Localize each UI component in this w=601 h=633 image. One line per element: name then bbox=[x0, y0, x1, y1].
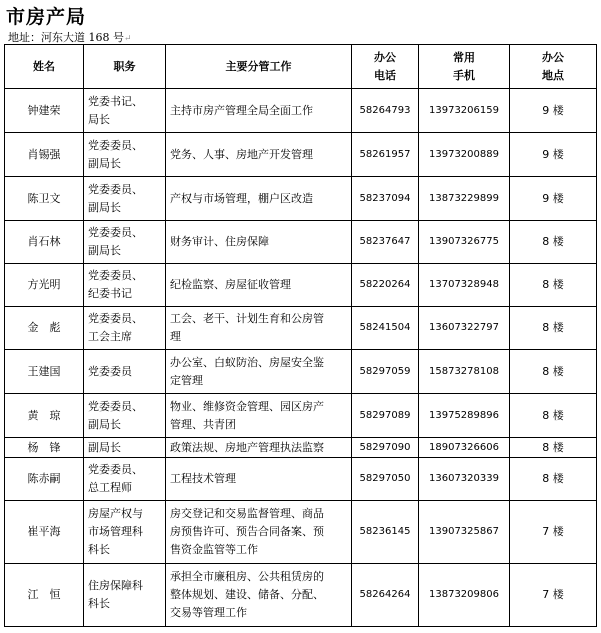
header-position: 职务 bbox=[84, 45, 166, 89]
table-row bbox=[5, 307, 597, 350]
cell-mobile: 13975289896 bbox=[419, 394, 510, 438]
header-name: 姓名 bbox=[5, 45, 84, 89]
cell-location: 8 楼 bbox=[510, 307, 597, 350]
cell-office-phone: 58237647 bbox=[352, 221, 419, 264]
cell-duties: 办公室、白蚁防治、房屋安全鉴 定管理 bbox=[166, 350, 352, 394]
cell-office-phone: 58297059 bbox=[352, 350, 419, 394]
cell-office-phone: 58264793 bbox=[352, 89, 419, 133]
header-mobile: 常用 手机 bbox=[419, 45, 510, 89]
header-duties: 主要分管工作 bbox=[166, 45, 352, 89]
cell-office-phone: 58261957 bbox=[352, 133, 419, 177]
cell-name: 肖石林 bbox=[5, 221, 84, 264]
cell-mobile: 18907326606 bbox=[419, 438, 510, 458]
cell-duties: 党务、人事、房地产开发管理 bbox=[166, 133, 352, 177]
address-line bbox=[8, 29, 132, 45]
cell-name: 肖锡强 bbox=[5, 133, 84, 177]
cell-position: 党委委员、 工会主席 bbox=[84, 307, 166, 350]
table-row bbox=[5, 133, 597, 177]
cell-name: 陈卫文 bbox=[5, 177, 84, 221]
cell-position: 房屋产权与 市场管理科 科长 bbox=[84, 501, 166, 564]
cell-position: 党委委员、 副局长 bbox=[84, 221, 166, 264]
cell-name: 钟建荣 bbox=[5, 89, 84, 133]
cell-name: 陈赤嗣 bbox=[5, 458, 84, 501]
contact-table bbox=[4, 44, 597, 627]
cell-mobile: 13907325867 bbox=[419, 501, 510, 564]
table-row bbox=[5, 350, 597, 394]
cell-location: 8 楼 bbox=[510, 221, 597, 264]
cell-office-phone: 58297089 bbox=[352, 394, 419, 438]
table-row bbox=[5, 501, 597, 564]
cell-duties: 财务审计、住房保障 bbox=[166, 221, 352, 264]
cell-name: 金 彪 bbox=[5, 307, 84, 350]
cell-mobile: 13873209806 bbox=[419, 564, 510, 627]
cell-duties: 工会、老干、计划生育和公房管 理 bbox=[166, 307, 352, 350]
table-row bbox=[5, 221, 597, 264]
cell-mobile: 13973200889 bbox=[419, 133, 510, 177]
cell-mobile: 15873278108 bbox=[419, 350, 510, 394]
cell-duties: 产权与市场管理，棚户区改造 bbox=[166, 177, 352, 221]
cell-location: 7 楼 bbox=[510, 564, 597, 627]
cell-position: 副局长 bbox=[84, 438, 166, 458]
header-location: 办公 地点 bbox=[510, 45, 597, 89]
cell-name: 黄 琼 bbox=[5, 394, 84, 438]
cell-mobile: 13707328948 bbox=[419, 264, 510, 307]
cell-duties: 政策法规、房地产管理执法监察 bbox=[166, 438, 352, 458]
table-row bbox=[5, 438, 597, 458]
cell-position: 党委委员、 副局长 bbox=[84, 177, 166, 221]
table-row bbox=[5, 394, 597, 438]
table-row bbox=[5, 264, 597, 307]
cell-mobile: 13607322797 bbox=[419, 307, 510, 350]
cell-position: 党委委员、 纪委书记 bbox=[84, 264, 166, 307]
cell-duties: 纪检监察、房屋征收管理 bbox=[166, 264, 352, 307]
cell-mobile: 13973206159 bbox=[419, 89, 510, 133]
cell-location: 8 楼 bbox=[510, 350, 597, 394]
cell-duties: 房交登记和交易监督管理、商品 房预售许可、预告合同备案、预 售资金监管等工作 bbox=[166, 501, 352, 564]
cell-duties: 物业、维修资金管理、园区房产 管理、共青团 bbox=[166, 394, 352, 438]
cell-duties: 工程技术管理 bbox=[166, 458, 352, 501]
cell-position: 住房保障科 科长 bbox=[84, 564, 166, 627]
cell-location: 7 楼 bbox=[510, 501, 597, 564]
cell-position: 党委书记、 局长 bbox=[84, 89, 166, 133]
cell-location: 8 楼 bbox=[510, 264, 597, 307]
cell-position: 党委委员 bbox=[84, 350, 166, 394]
cell-location: 9 楼 bbox=[510, 133, 597, 177]
cell-location: 8 楼 bbox=[510, 458, 597, 501]
header-office-phone: 办公 电话 bbox=[352, 45, 419, 89]
cell-mobile: 13873229899 bbox=[419, 177, 510, 221]
cell-office-phone: 58241504 bbox=[352, 307, 419, 350]
cell-duties: 承担全市廉租房、公共租赁房的 整体规划、建设、储备、分配、 交易等管理工作 bbox=[166, 564, 352, 627]
cell-office-phone: 58264264 bbox=[352, 564, 419, 627]
cell-position: 党委委员、 副局长 bbox=[84, 133, 166, 177]
table-header-row bbox=[5, 45, 597, 89]
cell-location: 8 楼 bbox=[510, 438, 597, 458]
cell-office-phone: 58297050 bbox=[352, 458, 419, 501]
cell-office-phone: 58297090 bbox=[352, 438, 419, 458]
paragraph-mark-icon: ↵ bbox=[124, 34, 132, 44]
cell-location: 8 楼 bbox=[510, 394, 597, 438]
cell-name: 江 恒 bbox=[5, 564, 84, 627]
cell-name: 崔平海 bbox=[5, 501, 84, 564]
cell-mobile: 13907326775 bbox=[419, 221, 510, 264]
cell-name: 杨 锋 bbox=[5, 438, 84, 458]
cell-mobile: 13607320339 bbox=[419, 458, 510, 501]
cell-position: 党委委员、 总工程师 bbox=[84, 458, 166, 501]
cell-name: 方光明 bbox=[5, 264, 84, 307]
table-row bbox=[5, 458, 597, 501]
cell-location: 9 楼 bbox=[510, 89, 597, 133]
address-text: 地址：河东大道 168 号 bbox=[8, 31, 124, 44]
cell-office-phone: 58236145 bbox=[352, 501, 419, 564]
cell-office-phone: 58237094 bbox=[352, 177, 419, 221]
cell-position: 党委委员、 副局长 bbox=[84, 394, 166, 438]
table-row bbox=[5, 177, 597, 221]
page-title: 市房产局 bbox=[6, 6, 87, 28]
cell-office-phone: 58220264 bbox=[352, 264, 419, 307]
table-row bbox=[5, 89, 597, 133]
cell-duties: 主持市房产管理全局全面工作 bbox=[166, 89, 352, 133]
table-row bbox=[5, 564, 597, 627]
cell-location: 9 楼 bbox=[510, 177, 597, 221]
cell-name: 王建国 bbox=[5, 350, 84, 394]
